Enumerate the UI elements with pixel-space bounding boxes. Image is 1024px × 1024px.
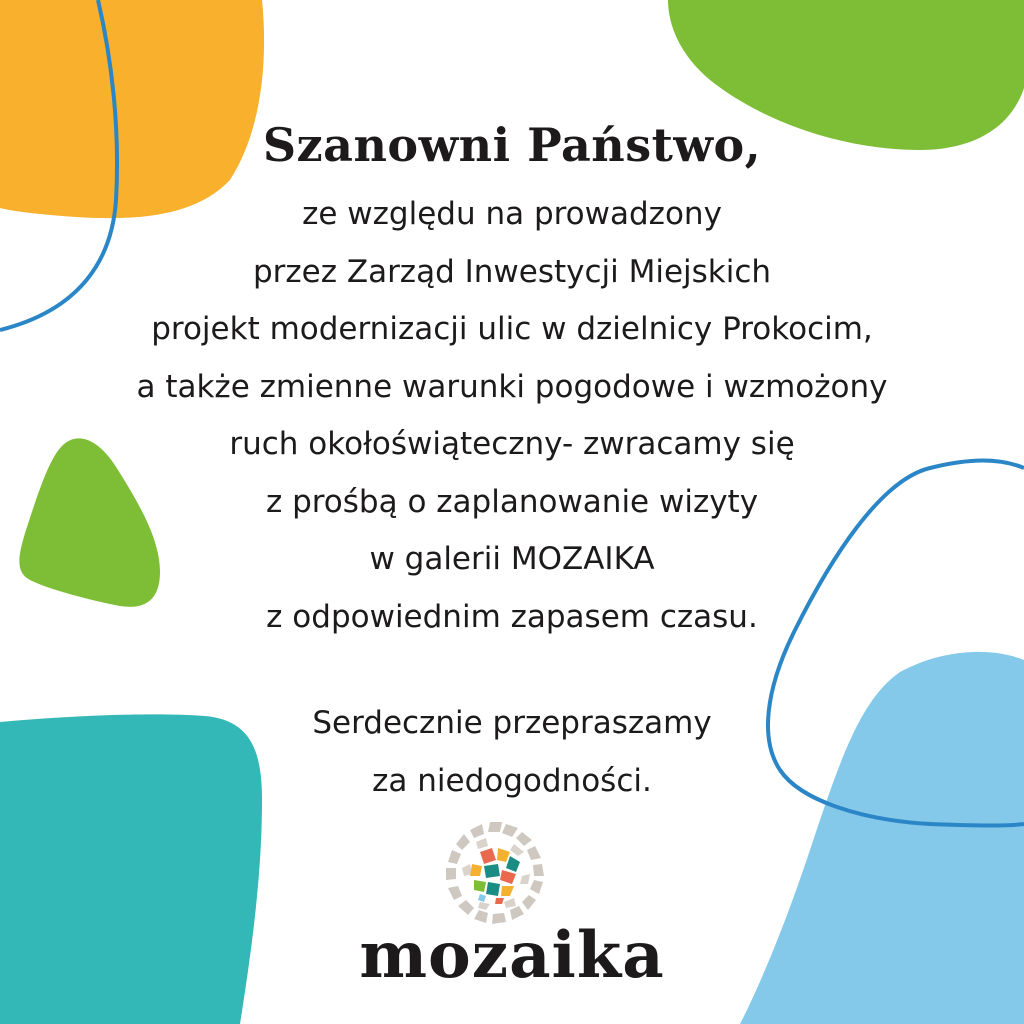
message-line: w galerii MOZAIKA <box>369 541 655 577</box>
closing-line: za niedogodności. <box>372 763 652 799</box>
message-line: projekt modernizacji ulic w dzielnicy Prokocim, <box>151 311 873 347</box>
message-line: ruch okołoświąteczny- zwracamy się <box>229 426 795 462</box>
greeting-heading: Szanowni Państwo, <box>262 118 762 172</box>
message-line: przez Zarząd Inwestycji Miejskich <box>252 253 772 290</box>
message-line: z prośbą o zaplanowanie wizyty <box>265 483 759 520</box>
message-line: ze względu na prowadzony <box>302 196 722 232</box>
message-body <box>0 186 1024 646</box>
apology-text <box>0 694 1024 810</box>
mozaika-wordmark: mozaika <box>359 918 665 993</box>
mosaic-circle-icon <box>440 818 552 930</box>
message-line: a także zmienne warunki pogodowe i wzmożony <box>136 368 888 405</box>
closing-line: Serdecznie przepraszamy <box>312 705 712 741</box>
message-line: z odpowiednim zapasem czasu. <box>266 598 758 635</box>
